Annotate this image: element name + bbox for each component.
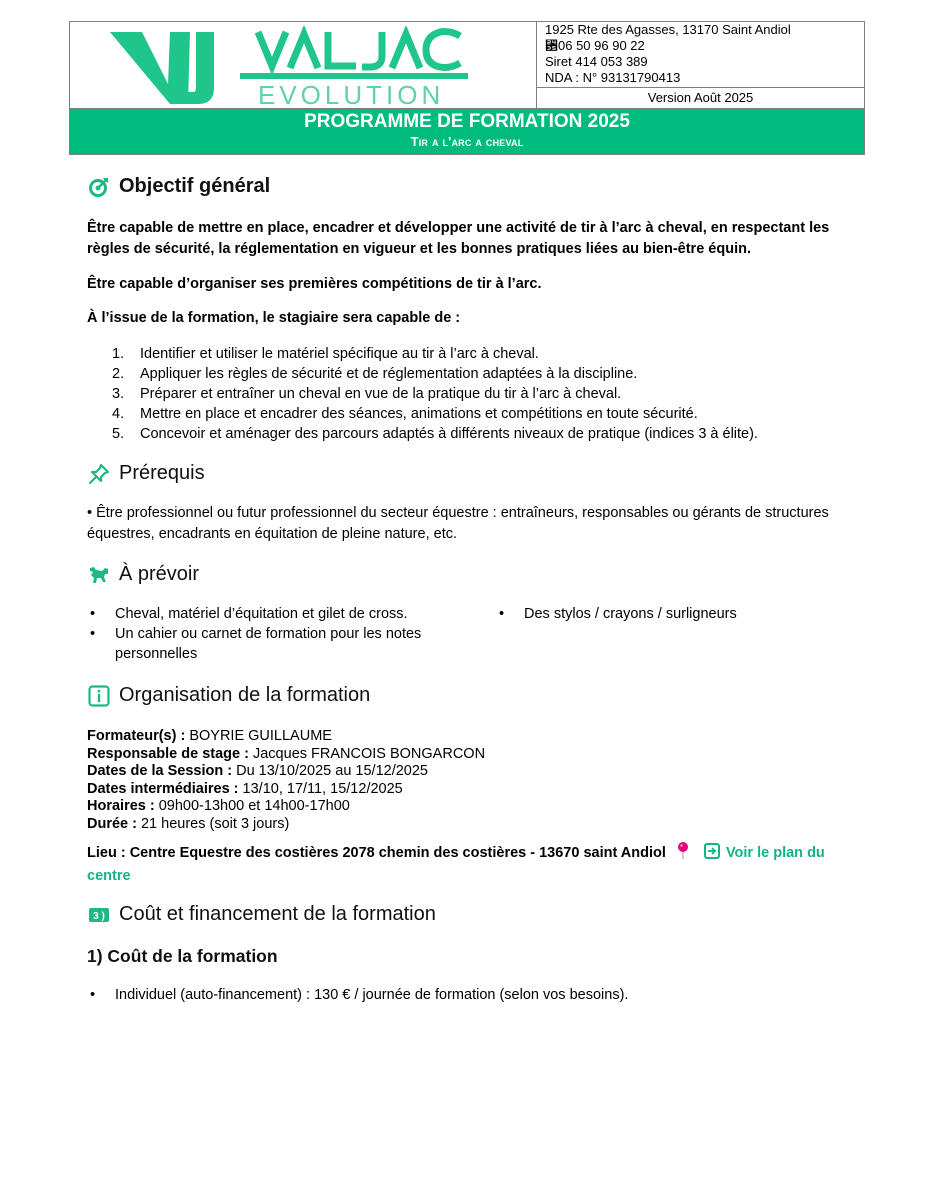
- prevoir-list-col1: [87, 604, 447, 664]
- pushpin-icon: [88, 463, 110, 485]
- program-title: PROGRAMME DE FORMATION 2025: [304, 111, 630, 132]
- svg-text:3 ): 3 ): [93, 910, 105, 922]
- valjac-evolution-logo: [110, 26, 510, 108]
- organisation-row-dates-session: Dates de la Session : Du 13/10/2025 au 15/12/2025: [87, 763, 428, 779]
- document-version: Version Août 2025: [647, 90, 754, 105]
- prerequis-text: • Être professionnel ou futur professionnel du secteur équestre : entraîneurs, responsables ou gérants de structures équestres, encadrants en équitation de pleine nature, etc.: [87, 505, 829, 542]
- section-title-objectif: [88, 175, 270, 198]
- target-icon: [88, 176, 110, 198]
- organisation-row-duree: Durée : 21 heures (soit 3 jours): [87, 815, 290, 832]
- section-title-prerequis: [88, 462, 205, 485]
- section-title-text: Organisation de la formation: [119, 684, 371, 706]
- list-item: 3. Préparer et entraîner un cheval en vue de la pratique du tir à l’arc à cheval.: [112, 386, 622, 402]
- section-title-prevoir: [88, 563, 199, 586]
- company-siret: Siret 414 053 389: [545, 54, 648, 69]
- organisation-row-responsable: Responsable de stage : Jacques FRANCOIS BONGARCON: [87, 745, 486, 762]
- program-subtitle: Tir a l'arc a cheval: [410, 134, 524, 149]
- organisation-row-dates-intermediaires: Dates intermédiaires : 13/10, 17/11, 15/12/2025: [87, 780, 403, 797]
- section-title-text: Coût et financement de la formation: [119, 903, 436, 925]
- logo-v-shape: [110, 32, 190, 104]
- info-icon: [88, 685, 110, 707]
- list-item: • Cheval, matériel d’équitation et gilet de cross.: [90, 606, 408, 622]
- objectif-paragraph-3: À l’issue de la formation, le stagiaire sera capable de :: [87, 310, 461, 326]
- section-title-text: Objectif général: [119, 175, 271, 197]
- map-pin-icon: [676, 841, 690, 859]
- company-info: [537, 22, 864, 88]
- logo-divider: [240, 73, 468, 79]
- company-logo: [70, 22, 537, 108]
- cout-list: [87, 985, 857, 1005]
- document-header: [69, 21, 865, 155]
- organisation-row-horaires: Horaires : 09h00-13h00 et 14h00-17h00: [87, 798, 350, 814]
- objectif-paragraph-1: Être capable de mettre en place, encadrer et développer une activité de tir à l’arc à cheval, en respectant les règles de sécurité, la réglementation en vigueur et les bonnes pratiques liées au bien-être équin.: [87, 220, 830, 257]
- list-item: 5. Concevoir et aménager des parcours adaptés à différents niveaux de pratique (indices 3 à élite).: [112, 426, 758, 442]
- section-title-text: Prérequis: [119, 462, 205, 484]
- map-link-text[interactable]: Voir le plan du centre: [87, 845, 825, 884]
- logo-tagline: EVOLUTION: [258, 80, 445, 108]
- section-title-cout: [88, 903, 436, 926]
- list-item: 4. Mettre en place et encadrer des séances, animations et compétitions en toute sécurité.: [112, 406, 698, 422]
- list-item: • Individuel (auto-financement) : 130 € / journée de formation (selon vos besoins).: [90, 987, 629, 1003]
- list-item: 1. Identifier et utiliser le matériel spécifique au tir à l’arc à cheval.: [112, 346, 539, 362]
- organisation-lieu: [87, 841, 857, 888]
- prevoir-list-col2: [496, 604, 856, 624]
- list-item: • Des stylos / crayons / surligneurs: [499, 606, 737, 622]
- objectif-list: [112, 344, 852, 444]
- list-item: • Un cahier ou carnet de formation pour les notes personnelles: [90, 626, 422, 662]
- section-title-organisation: [88, 684, 370, 707]
- list-item: 2. Appliquer les règles de sécurité et de réglementation adaptées à la discipline.: [112, 366, 638, 382]
- lieu-text: Lieu : Centre Equestre des costières 2078 chemin des costières - 13670 saint Andiol: [87, 845, 666, 861]
- company-address: 1925 Rte des Agasses, 13170 Saint Andiol: [545, 22, 791, 37]
- horse-icon: [88, 564, 110, 586]
- money-icon: [88, 904, 110, 926]
- external-link-arrow-icon: [704, 843, 720, 859]
- company-nda: NDA : N° 93131790413: [545, 70, 681, 85]
- logo-brand-text: [258, 32, 460, 69]
- organisation-row-formateur: Formateur(s) : BOYRIE GUILLAUME: [87, 728, 332, 744]
- program-banner: [70, 108, 864, 154]
- objectif-paragraph-2: Être capable d’organiser ses premières compétitions de tir à l’arc.: [87, 276, 542, 292]
- company-phone: ␵06 50 96 90 22: [545, 38, 645, 53]
- organisation-details: [87, 728, 485, 833]
- section-title-text: À prévoir: [119, 563, 200, 585]
- cout-subtitle: 1) Coût de la formation: [87, 946, 278, 966]
